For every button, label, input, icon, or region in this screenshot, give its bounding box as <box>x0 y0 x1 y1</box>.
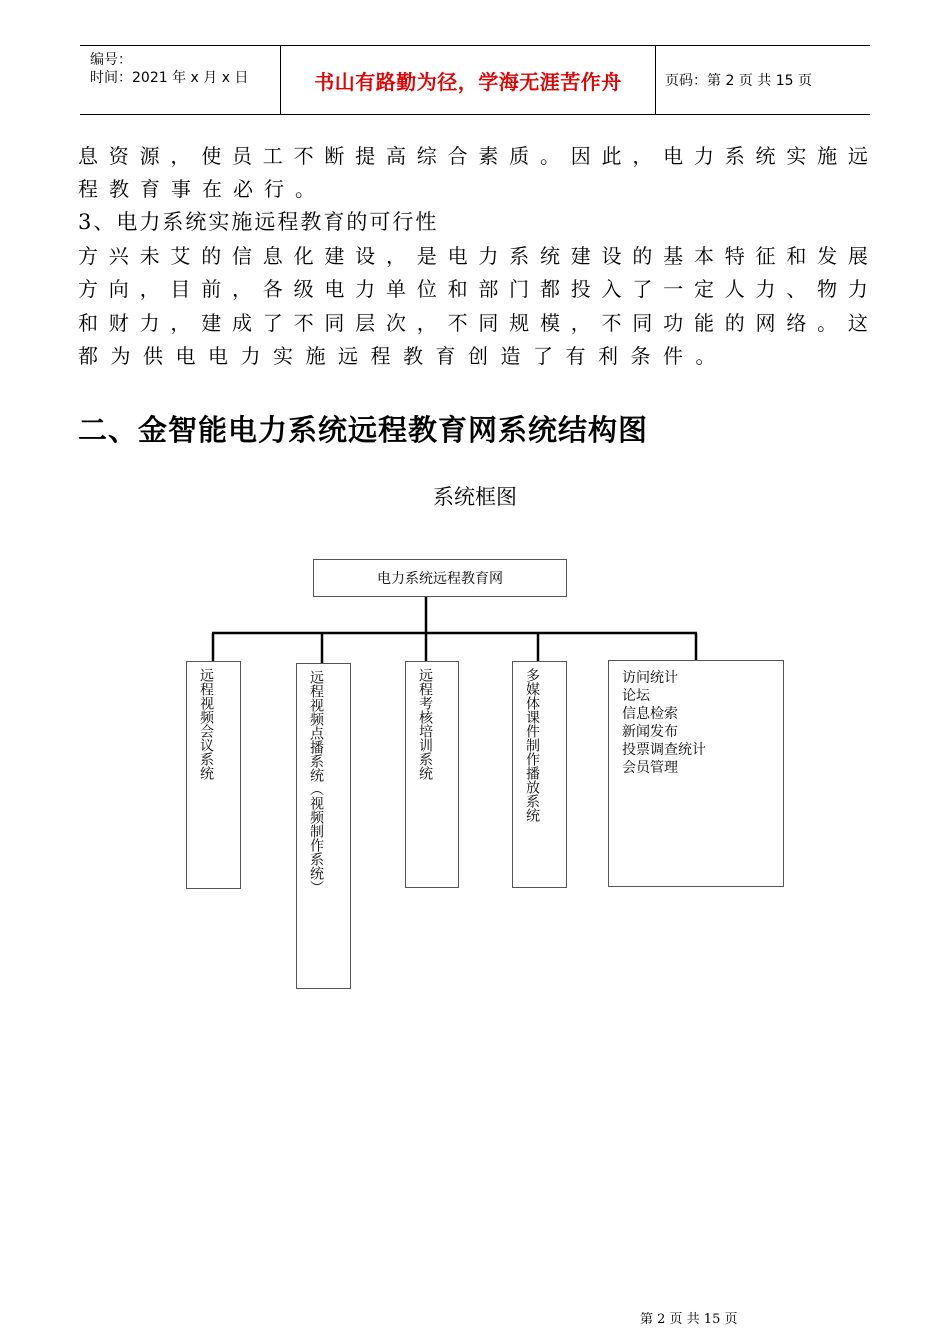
header-motto: 书山有路勤为径，学海无涯苦作舟 <box>314 69 622 94</box>
child-node-multimedia <box>512 661 567 888</box>
text-char: 各 <box>262 277 283 301</box>
text-char: 合 <box>447 144 468 168</box>
subheading-feasibility: 3、电力系统实施远程教育的可行性 <box>78 210 439 234</box>
section-heading: 二、金智能电力系统远程教育网系统结构图 <box>78 413 649 447</box>
root-node-label: 电力系统远程教育网 <box>377 571 503 587</box>
text-char: 入 <box>601 277 622 301</box>
text-char: 部 <box>478 277 499 301</box>
text-char: 的 <box>632 244 653 268</box>
text-char: 力 <box>693 144 714 168</box>
text-char: 向 <box>108 277 129 301</box>
text-char: 因 <box>570 144 591 168</box>
text-char: 质 <box>509 144 530 168</box>
child-node-video-on-demand <box>296 663 351 989</box>
text-char: 方 <box>78 277 98 301</box>
text-char: 本 <box>693 244 714 268</box>
text-char: 这 <box>847 311 868 335</box>
text-char: 络 <box>786 311 807 335</box>
text-char: 和 <box>78 311 98 335</box>
list-item: 论坛 <box>622 688 650 704</box>
text-char: 源 <box>139 144 160 168</box>
text-char: ， <box>416 311 437 335</box>
text-char: 方 <box>78 244 98 268</box>
text-char: 高 <box>385 144 406 168</box>
text-char: 综 <box>416 144 437 168</box>
text-char: 和 <box>447 277 468 301</box>
text-char: 电 <box>663 144 684 168</box>
text-char: 不 <box>447 311 468 335</box>
text-char: 艾 <box>170 244 191 268</box>
text-char: 是 <box>416 244 437 268</box>
text-char: 同 <box>324 311 345 335</box>
text-char: 兴 <box>108 244 129 268</box>
child-node-label: 远程考核培训系统 <box>417 668 433 780</box>
text-char: 成 <box>231 311 252 335</box>
text-char: ， <box>170 311 191 335</box>
text-char: 了 <box>632 277 653 301</box>
text-char: 单 <box>385 277 406 301</box>
text-char: ， <box>385 244 406 268</box>
child-node-portal-functions <box>608 660 784 887</box>
text-char: 投 <box>570 277 591 301</box>
list-item: 投票调查统计 <box>622 742 706 758</box>
text-char: 设 <box>355 244 376 268</box>
text-char: 素 <box>478 144 499 168</box>
text-char: 财 <box>108 311 129 335</box>
text-char: 特 <box>724 244 745 268</box>
text-char: 都 <box>539 277 560 301</box>
child-node-label: 多媒体课件制作播放系统 <box>524 668 540 822</box>
paragraph-2-line-4: 都为供电电力实施远程教育创造了有利条件。 <box>78 344 728 368</box>
text-char: 实 <box>786 144 807 168</box>
text-char: 不 <box>601 311 622 335</box>
text-char: 设 <box>601 244 622 268</box>
text-char: 息 <box>262 244 283 268</box>
text-char: 人 <box>724 277 745 301</box>
text-char: 系 <box>509 244 530 268</box>
text-char: 发 <box>817 244 838 268</box>
text-char: 展 <box>847 244 868 268</box>
text-char: 基 <box>663 244 684 268</box>
text-char: 功 <box>663 311 684 335</box>
text-char: 和 <box>786 244 807 268</box>
text-char: 目 <box>170 277 191 301</box>
text-char: 层 <box>355 311 376 335</box>
text-char: 级 <box>293 277 314 301</box>
text-char: 未 <box>139 244 160 268</box>
text-char: 电 <box>324 277 345 301</box>
text-char: ， <box>170 144 191 168</box>
list-item: 会员管理 <box>622 760 678 776</box>
text-char: 物 <box>817 277 838 301</box>
text-char: 建 <box>570 244 591 268</box>
text-char: 力 <box>355 277 376 301</box>
text-char: 系 <box>724 144 745 168</box>
child-node-label: 远程视频点播系统（视频制作系统） <box>308 670 324 894</box>
text-char: 员 <box>231 144 252 168</box>
text-char: 定 <box>693 277 714 301</box>
text-char: 力 <box>139 311 160 335</box>
text-char: 工 <box>262 144 283 168</box>
text-char: 。 <box>817 311 838 335</box>
list-item: 新闻发布 <box>622 724 678 740</box>
text-char: 征 <box>755 244 776 268</box>
list-item: 访问统计 <box>622 670 678 686</box>
text-char: 能 <box>693 311 714 335</box>
text-char: 一 <box>663 277 684 301</box>
text-char: 化 <box>293 244 314 268</box>
text-char: 网 <box>755 311 776 335</box>
text-char: 同 <box>478 311 499 335</box>
text-char: 息 <box>78 144 98 168</box>
text-char: 的 <box>201 244 222 268</box>
text-char: ， <box>231 277 252 301</box>
text-char: 同 <box>632 311 653 335</box>
page-footer: 第 2 页 共 15 页 <box>640 1312 738 1327</box>
text-char: 资 <box>108 144 129 168</box>
text-char: 信 <box>231 244 252 268</box>
text-char: 力 <box>847 277 868 301</box>
text-char: 使 <box>201 144 222 168</box>
text-char: 了 <box>262 311 283 335</box>
text-char: 提 <box>355 144 376 168</box>
text-char: 前 <box>201 277 222 301</box>
text-char: 建 <box>201 311 222 335</box>
text-char: 断 <box>324 144 345 168</box>
document-time-label: 时间：2021 年 x 月 x 日 <box>90 70 249 86</box>
text-char: 门 <box>509 277 530 301</box>
text-char: ， <box>632 144 653 168</box>
text-char: 次 <box>385 311 406 335</box>
text-char: 。 <box>539 144 560 168</box>
text-char: 力 <box>478 244 499 268</box>
list-item: 信息检索 <box>622 706 678 722</box>
text-char: 统 <box>539 244 560 268</box>
header-page-number: 页码：第 2 页 共 15 页 <box>665 73 812 89</box>
text-char: 力 <box>755 277 776 301</box>
child-node-exam-training <box>405 661 459 888</box>
text-char: 电 <box>447 244 468 268</box>
text-char: 模 <box>539 311 560 335</box>
text-char: ， <box>570 311 591 335</box>
diagram-root-node <box>313 559 567 597</box>
text-char: 位 <box>416 277 437 301</box>
document-number-label: 编号： <box>90 52 132 68</box>
text-char: 不 <box>293 144 314 168</box>
diagram-caption: 系统框图 <box>433 485 517 509</box>
text-char: ， <box>139 277 160 301</box>
text-char: 施 <box>817 144 838 168</box>
paragraph-1-line-2: 程教育事在必行。 <box>78 177 326 201</box>
text-char: 此 <box>601 144 622 168</box>
text-char: 建 <box>324 244 345 268</box>
text-char: 、 <box>786 277 807 301</box>
child-node-video-conference <box>186 661 241 889</box>
child-node-label: 远程视频会议系统 <box>198 668 214 780</box>
text-char: 统 <box>755 144 776 168</box>
text-char: 规 <box>509 311 530 335</box>
text-char: 远 <box>847 144 868 168</box>
text-char: 的 <box>724 311 745 335</box>
text-char: 不 <box>293 311 314 335</box>
